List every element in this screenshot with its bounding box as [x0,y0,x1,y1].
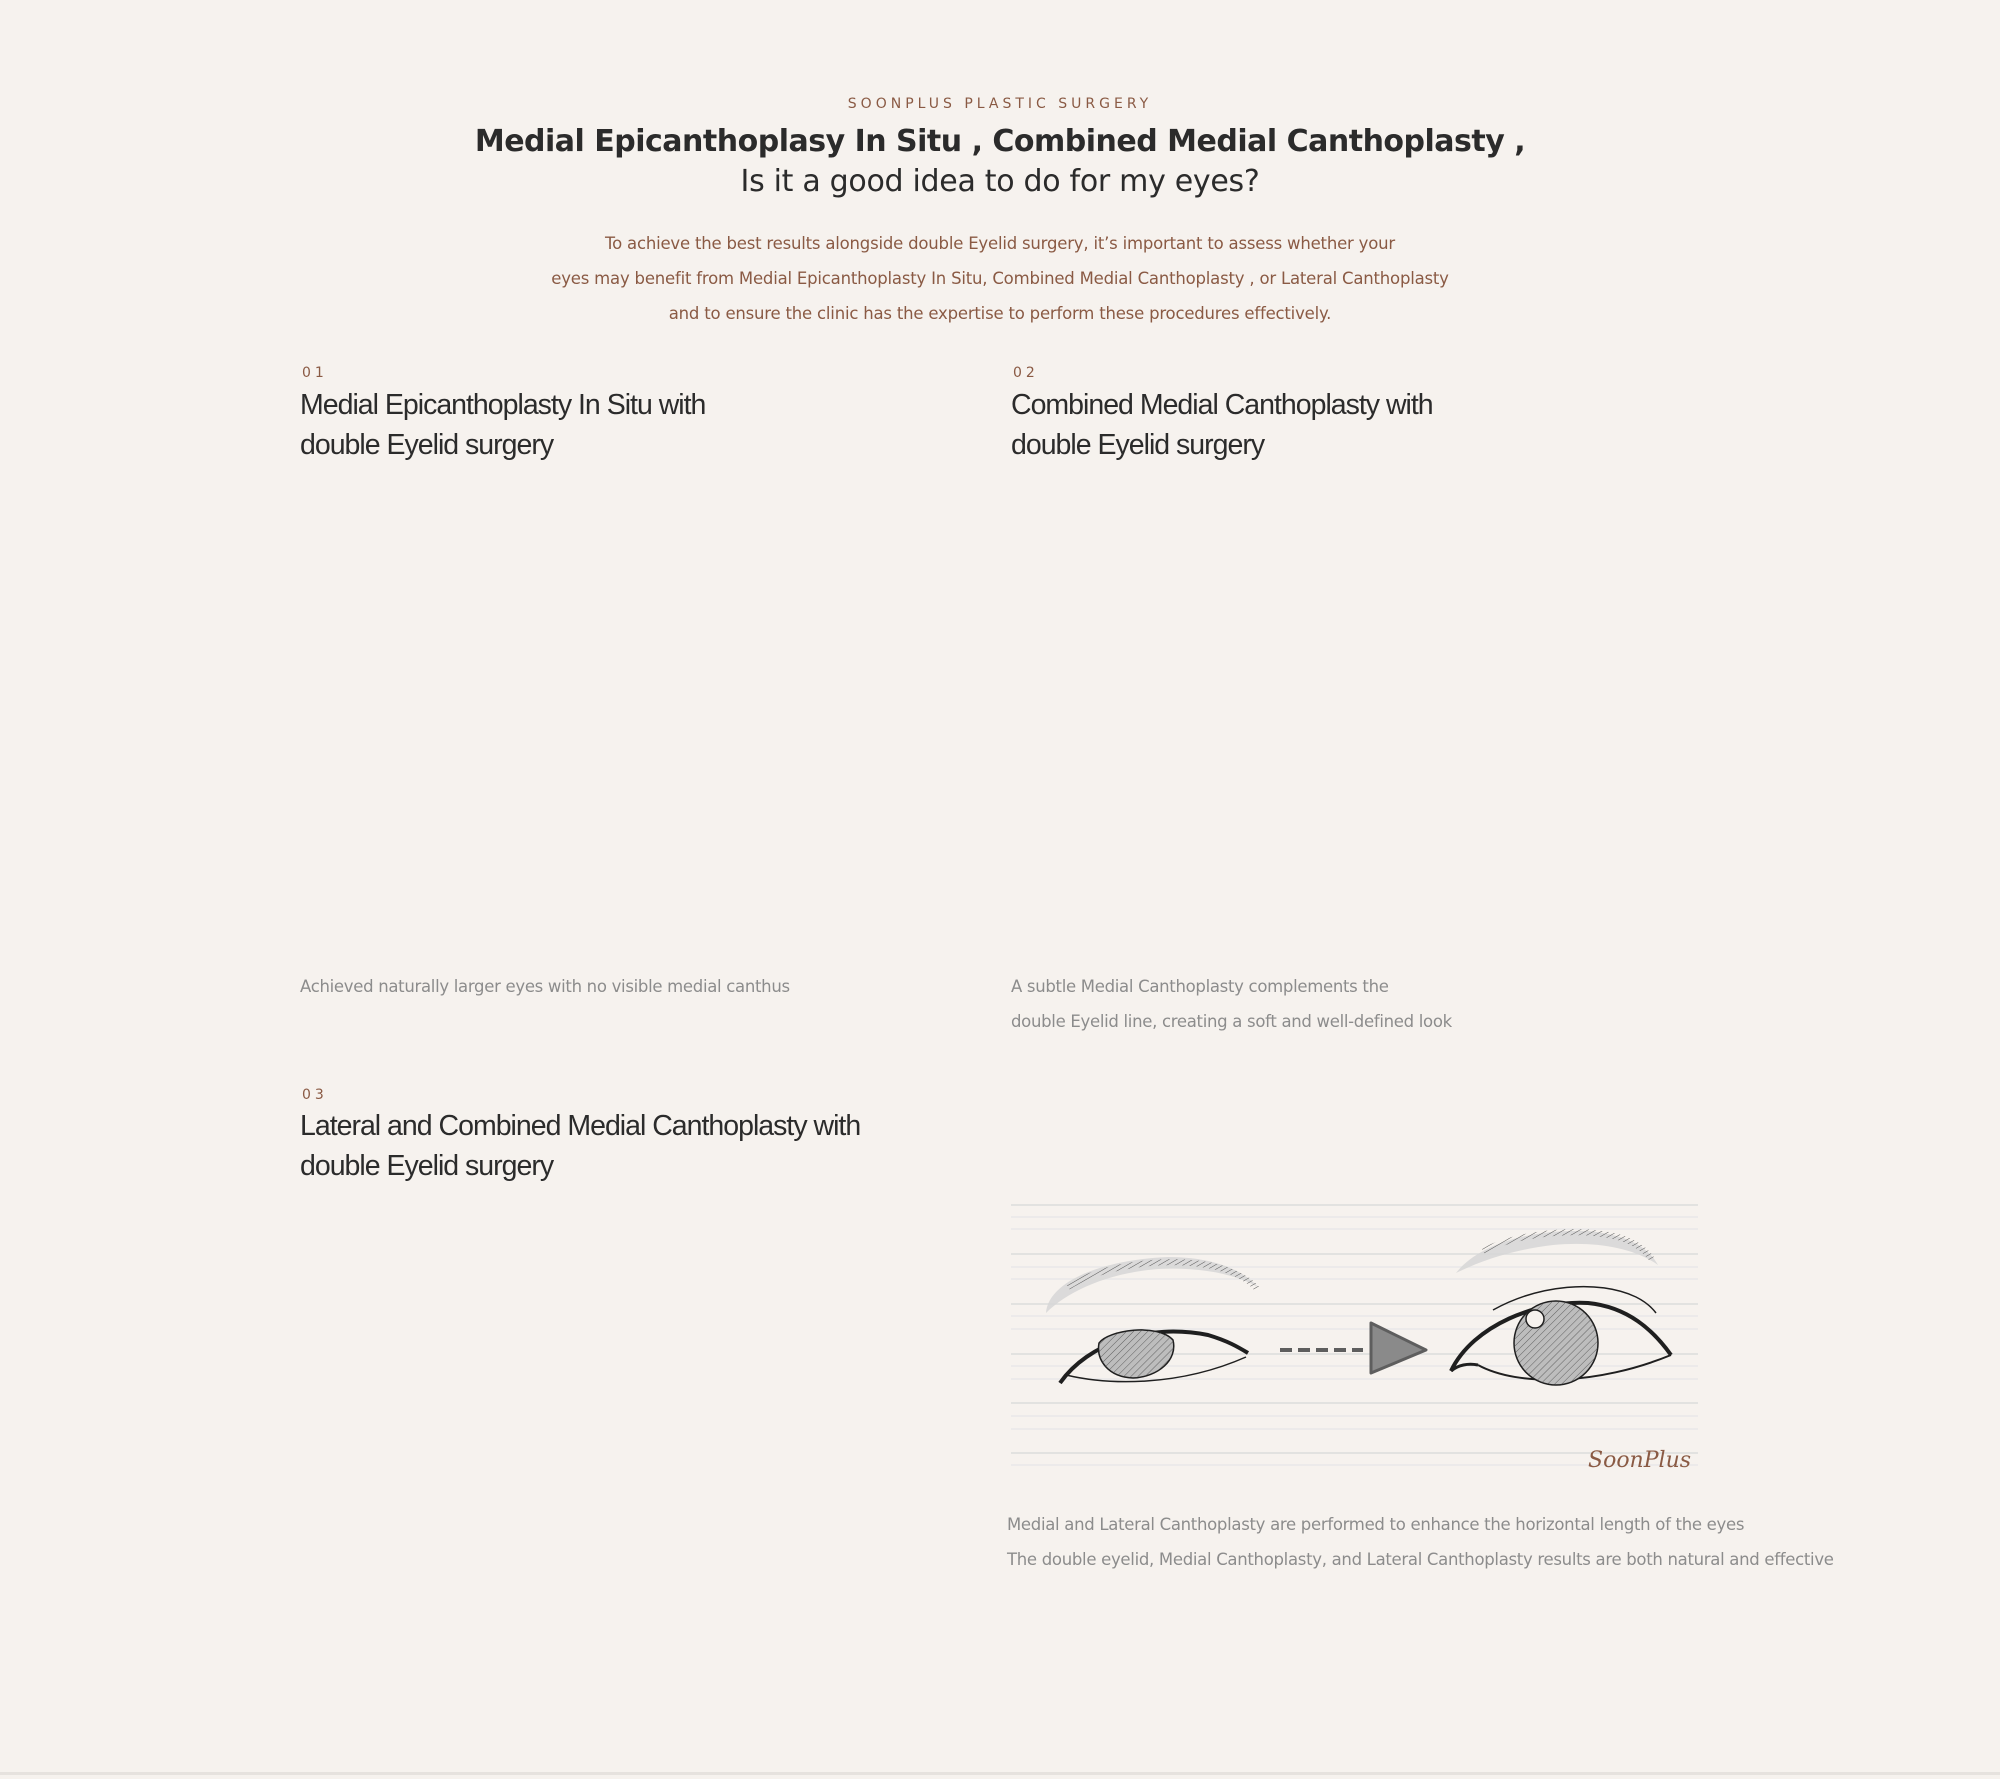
section-title-line: double Eyelid surgery [300,429,554,461]
page-subtitle: Is it a good idea to do for my eyes? [740,164,1260,199]
caption-line: double Eyelid line, creating a soft and well-defined look [1011,1012,1452,1031]
page-title: Medial Epicanthoplasy In Situ , Combined Medial Canthoplasty , [474,124,1526,159]
caption-line: The double eyelid, Medial Canthoplasty, and Lateral Canthoplasty results are both natural and effective [1007,1550,1834,1569]
signature-logo: SoonPlus [1588,1448,1692,1473]
section-title [300,385,705,465]
bottom-divider [0,1772,2000,1775]
eye-illustration [1008,1195,1700,1485]
section-title-line: Combined Medial Canthoplasty with [1011,389,1433,421]
section-number: 02 [1013,365,1039,381]
section-title [1011,385,1433,465]
caption-line: A subtle Medial Canthoplasty complements the [1011,977,1389,996]
section-number: 01 [302,365,328,381]
section-title-line: double Eyelid surgery [300,1150,554,1182]
section-caption [300,969,790,1004]
section-title [300,1106,860,1186]
section-title-line: Medial Epicanthoplasty In Situ with [300,389,706,421]
section-number: 03 [302,1087,328,1103]
eye-before [1046,1257,1258,1383]
section-title-line: double Eyelid surgery [1011,429,1265,461]
caption-line: Achieved naturally larger eyes with no visible medial canthus [300,977,790,996]
intro-line: and to ensure the clinic has the expertise to perform these procedures effectively. [668,304,1332,323]
eyebrow-label: SOONPLUS PLASTIC SURGERY [847,96,1153,112]
section-caption [1007,1507,1834,1577]
intro-line: To achieve the best results alongside double Eyelid surgery, it’s important to assess whether your [605,234,1395,253]
intro-line: eyes may benefit from Medial Epicanthoplasty In Situ, Combined Medial Canthoplasty , or Lateral Canthoplasty [551,269,1449,288]
section-caption [1011,969,1452,1039]
section-title-line: Lateral and Combined Medial Canthoplasty with [300,1110,861,1142]
caption-line: Medial and Lateral Canthoplasty are performed to enhance the horizontal length of the eyes [1007,1515,1745,1534]
